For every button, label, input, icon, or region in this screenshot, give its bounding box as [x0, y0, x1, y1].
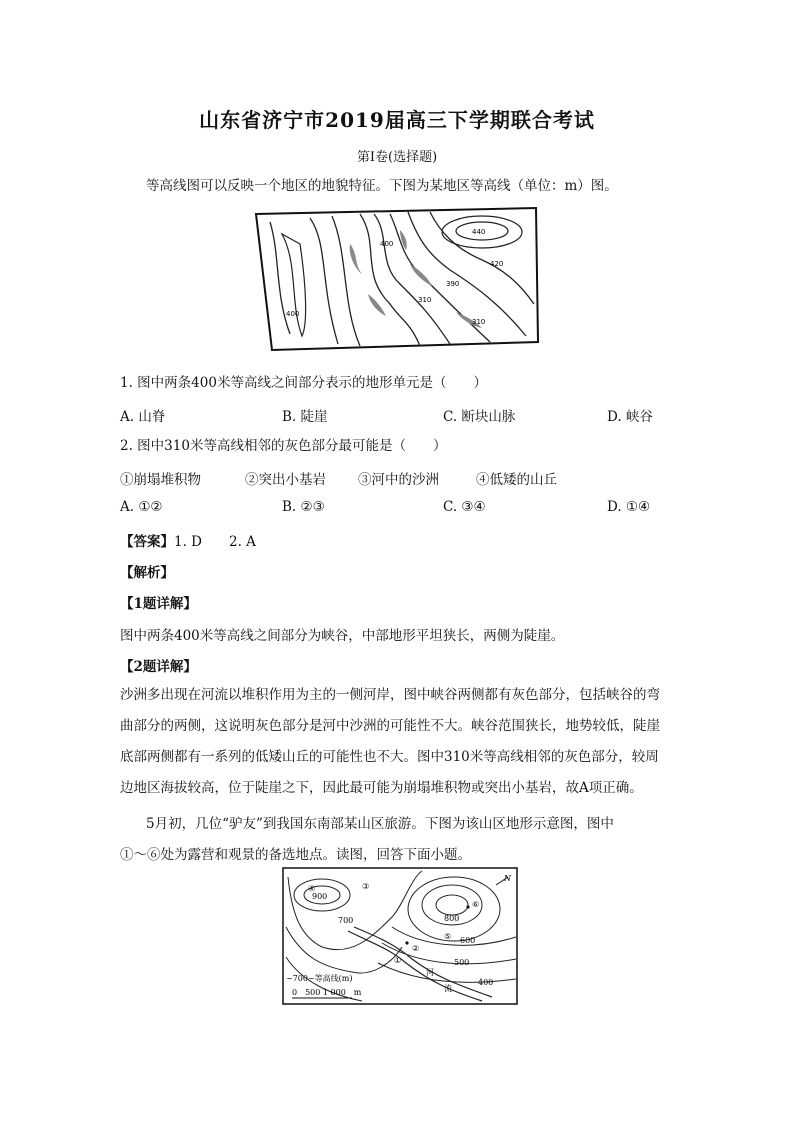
- detail-2-label: 【2题详解】: [120, 659, 197, 675]
- contour-label-800: 800: [444, 914, 460, 923]
- q2-item-4: ④低矮的山丘: [476, 472, 557, 488]
- site-label-6: ⑥: [472, 900, 480, 909]
- contour-label-400: 400: [478, 978, 494, 987]
- north-label: N: [504, 874, 511, 883]
- grey-area: [400, 230, 407, 250]
- contour-label: 310: [472, 318, 486, 326]
- contour-label: 440: [472, 228, 486, 236]
- contour-label: 310: [418, 296, 432, 304]
- legend-scale: 0 500 1 000 m: [292, 988, 362, 997]
- q2-option-a: A. ①②: [120, 499, 163, 515]
- detail-2-line: 曲部分的两侧，这说明灰色部分是河中沙洲的可能性不大。峡谷范围狭长，地势较低，陡崖: [120, 718, 660, 734]
- intro-paragraph-1: 等高线图可以反映一个地区的地貌特征。下图为某地区等高线（单位：m）图。: [146, 178, 618, 194]
- q2-option-b: B. ②③: [282, 499, 325, 515]
- grey-area: [350, 244, 362, 274]
- intro-paragraph-2-line-1: 5月初，几位“驴友”到我国东南部某山区旅游。下图为该山区地形示意图，图中: [146, 816, 614, 832]
- q2-option-d: D. ①④: [607, 499, 651, 515]
- answer-line: [120, 530, 256, 550]
- legend-contour: ~700~等高线(m): [286, 974, 353, 983]
- river-label: 河: [426, 968, 434, 977]
- contour-label-600: 600: [460, 936, 476, 945]
- site-marker: [466, 905, 469, 908]
- map-border: [256, 208, 538, 350]
- site-label-3: ③: [362, 882, 370, 891]
- detail-2-line: 底部两侧都有一系列的低矮山丘的可能性也不大。图中310米等高线相邻的灰色部分，较周: [120, 749, 659, 765]
- site-marker: [405, 941, 408, 944]
- contour-line: [332, 216, 360, 346]
- detail-2-paragraph: [120, 680, 680, 804]
- contour-label-500: 500: [454, 958, 470, 967]
- q1-option-a: A. 山脊: [120, 409, 166, 425]
- contour-label: 390: [446, 280, 460, 288]
- contour-label: 400: [286, 310, 300, 318]
- q2-item-2: ②突出小基岩: [245, 472, 326, 488]
- contour-line: [310, 218, 338, 344]
- question-2-stem: 2. 图中310米等高线相邻的灰色部分最可能是（ ）: [120, 438, 447, 454]
- contour-label: 420: [490, 260, 504, 268]
- flow-label: 流: [444, 984, 452, 993]
- detail-1-text: 图中两条400米等高线之间部分为峡谷，中部地形平坦狭长，两侧为陡崖。: [120, 628, 565, 644]
- q2-option-c: C. ③④: [443, 499, 486, 515]
- section-heading: 第Ⅰ卷(选择题): [356, 150, 438, 165]
- contour-line: [360, 214, 420, 346]
- answer-label: 【答案】: [120, 534, 174, 550]
- contour-label: 400: [380, 240, 394, 248]
- contour-line: [374, 214, 450, 344]
- answer-text: 1. D 2. A: [174, 534, 256, 550]
- site-label-2: ②: [412, 944, 420, 953]
- site-label-1: ①: [394, 956, 402, 965]
- q1-option-c: C. 断块山脉: [443, 409, 516, 425]
- q2-item-3: ③河中的沙洲: [358, 472, 439, 488]
- question-1-stem: 1. 图中两条400米等高线之间部分表示的地形单元是（ ）: [120, 375, 487, 391]
- contour-label-700: 700: [338, 916, 354, 925]
- q1-option-d: D. 峡谷: [607, 409, 653, 425]
- q2-item-1: ①崩塌堆积物: [120, 472, 201, 488]
- contour-map-figure-1: [250, 204, 542, 354]
- grey-area: [368, 294, 386, 316]
- terrain-map-figure-2: [282, 867, 518, 1005]
- site-label-4: ④: [308, 884, 316, 893]
- site-label-5: ⑤: [444, 932, 452, 941]
- page-title: 山东省济宁市2019届高三下学期联合考试: [199, 108, 595, 132]
- grey-area: [410, 264, 432, 286]
- detail-1-label: 【1题详解】: [120, 596, 197, 612]
- detail-2-line: 沙洲多出现在河流以堆积作用为主的一侧河岸，图中峡谷两侧都有灰色部分，包括峡谷的弯: [120, 687, 660, 703]
- intro-paragraph-2-line-2: ①～⑥处为露营和观景的备选地点。读图，回答下面小题。: [120, 847, 471, 863]
- analysis-label: 【解析】: [120, 565, 174, 581]
- detail-2-line: 边地区海拔较高，位于陡崖之下，因此最可能为崩塌堆积物或突出小基岩，故A项正确。: [120, 780, 643, 796]
- q1-option-b: B. 陡崖: [282, 409, 328, 425]
- contour-label-900: 900: [312, 892, 328, 901]
